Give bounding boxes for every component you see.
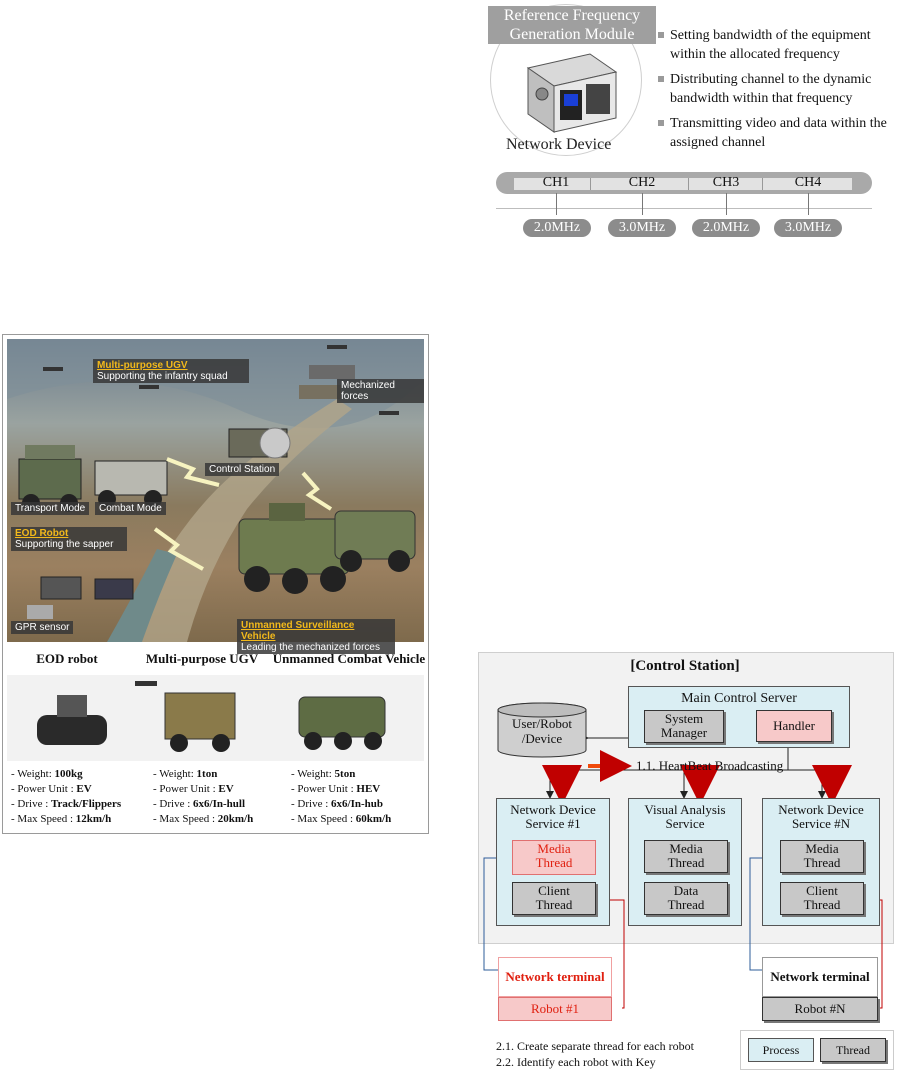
module-title-line1: Reference Frequency — [503, 7, 641, 24]
service-1-client-thread: Client Thread — [512, 882, 596, 915]
vehicle-photos — [7, 675, 424, 761]
eod-title: EOD Robot — [15, 528, 69, 539]
legend-process: Process — [748, 1038, 814, 1062]
usv-title: Unmanned Surveillance Vehicle — [241, 620, 355, 642]
spec-power-label: - Power Unit — [291, 783, 348, 795]
terminal-1-title: Network terminal — [505, 969, 605, 984]
spec-column-eod: - Weight: 100kg - Power Unit : EV - Drive : Track/Flippers - Max Speed : 12km/h — [11, 768, 122, 825]
control-station-figure — [478, 652, 894, 1072]
network-terminal-1 — [498, 957, 612, 997]
spec-drive-value: 6x6/In-hub — [331, 798, 384, 810]
spec-speed-value: 12km/h — [75, 813, 112, 825]
transport-mode-label: Transport Mode — [11, 502, 89, 515]
bandwidth-pill: 3.0MHz — [774, 219, 842, 237]
spec-column-ucv: - Weight: 5ton - Power Unit : HEV - Drive : 6x6/In-hub - Max Speed : 60km/h — [291, 768, 392, 825]
combat-mode-label: Combat Mode — [95, 502, 166, 515]
battlefield-scene — [7, 339, 424, 653]
legend-thread: Thread — [820, 1038, 886, 1062]
control-station-title: [Control Station] — [630, 658, 740, 674]
frequency-baseline — [496, 208, 872, 209]
service-n-client-thread: Client Thread — [780, 882, 864, 915]
system-manager-thread: System Manager — [644, 710, 724, 743]
bullet-item: Setting bandwidth of the equipment within the allocated frequency — [656, 26, 896, 64]
channel-tick — [556, 193, 557, 215]
heartbeat-label: 1.1. HeartBeat Broadcasting — [636, 758, 784, 773]
spec-drive-value: 6x6/In-hull — [193, 798, 245, 810]
spec-weight-label: - Weight — [11, 768, 49, 780]
usv-subtitle: Leading the mechanized forces — [241, 642, 380, 653]
ugv-label-box — [93, 359, 249, 383]
handler-thread: Handler — [756, 710, 832, 742]
network-terminal-n — [762, 957, 878, 997]
device-label: Network Device — [506, 136, 612, 153]
channel-tick — [642, 193, 643, 215]
note-line: 2.2. Identify each robot with Key — [496, 1055, 656, 1069]
ugv-title: Multi-purpose UGV — [97, 360, 188, 371]
bandwidth-pill: 2.0MHz — [692, 219, 760, 237]
vehicle-photo-illustrations — [7, 675, 424, 761]
spec-power-value: EV — [76, 783, 92, 795]
bullet-item: Transmitting video and data within the assigned channel — [656, 114, 896, 152]
military-robot-figure — [2, 334, 429, 834]
visual-media-thread: Media Thread — [644, 840, 728, 873]
vehicle-name-eod: EOD robot — [36, 651, 98, 666]
bandwidth-pill: 3.0MHz — [608, 219, 676, 237]
spec-speed-label: - Max Speed — [153, 813, 210, 825]
network-device-illustration — [520, 50, 620, 134]
service-1-media-thread: Media Thread — [512, 840, 596, 875]
bullet-item: Distributing channel to the dynamic bandwidth within that frequency — [656, 70, 896, 108]
spec-weight-value: 5ton — [334, 768, 356, 780]
spec-drive-label: - Drive — [153, 798, 185, 810]
spec-speed-label: - Max Speed — [291, 813, 348, 825]
network-device-figure — [486, 0, 898, 245]
gpr-label: GPR sensor — [11, 621, 73, 634]
module-title-line2: Generation Module — [509, 26, 635, 43]
spec-weight-label: - Weight — [153, 768, 191, 780]
note-line: 2.1. Create separate thread for each robot — [496, 1039, 694, 1053]
database-label: User/Robot /Device — [512, 716, 572, 746]
control-station-label: Control Station — [205, 463, 279, 476]
channel-tick — [726, 193, 727, 215]
service-n-media-thread: Media Thread — [780, 840, 864, 873]
vehicle-name-ugv: Multi-purpose UGV — [145, 651, 259, 666]
eod-subtitle: Supporting the sapper — [15, 539, 114, 550]
spec-power-value: HEV — [356, 783, 381, 795]
robot-1-box: Robot #1 — [498, 997, 612, 1021]
spec-drive-label: - Drive — [11, 798, 43, 810]
channel-3-label: CH3 — [712, 175, 740, 190]
ugv-subtitle: Supporting the infantry squad — [97, 371, 228, 382]
channel-1-label: CH1 — [542, 175, 570, 190]
spec-column-ugv: - Weight: 1ton - Power Unit : EV - Drive : 6x6/In-hull - Max Speed : 20km/h — [153, 768, 254, 825]
visual-data-thread: Data Thread — [644, 882, 728, 915]
bandwidth-pill: 2.0MHz — [523, 219, 591, 237]
module-title-box — [488, 6, 656, 44]
spec-speed-value: 20km/h — [217, 813, 254, 825]
vehicle-name-ucv: Unmanned Combat Vehicle — [272, 651, 426, 666]
service-1-title: Network Device Service #1 — [510, 802, 596, 831]
spec-power-value: EV — [218, 783, 234, 795]
spec-power-label: - Power Unit — [11, 783, 68, 795]
spec-weight-value: 100kg — [54, 768, 83, 780]
channel-4-label: CH4 — [794, 175, 822, 190]
terminal-n-title: Network terminal — [770, 969, 870, 984]
spec-speed-label: - Max Speed — [11, 813, 68, 825]
mechanized-label: Mechanized forces — [337, 379, 424, 403]
spec-weight-value: 1ton — [196, 768, 218, 780]
spec-drive-value: Track/Flippers — [51, 798, 122, 810]
spec-power-label: - Power Unit — [153, 783, 210, 795]
channel-2-label: CH2 — [628, 175, 656, 190]
visual-service-title: Visual Analysis Service — [644, 802, 726, 831]
spec-weight-label: - Weight — [291, 768, 329, 780]
spec-drive-label: - Drive — [291, 798, 323, 810]
bullet-list — [656, 26, 896, 158]
notes — [496, 1038, 694, 1070]
usv-label-box — [237, 619, 395, 654]
robot-n-box: Robot #N — [762, 997, 878, 1021]
spec-speed-value: 60km/h — [355, 813, 392, 825]
main-server-label: Main Control Server — [681, 691, 797, 706]
channel-tick — [808, 193, 809, 215]
service-n-title: Network Device Service #N — [778, 802, 864, 831]
eod-label-box — [11, 527, 127, 551]
